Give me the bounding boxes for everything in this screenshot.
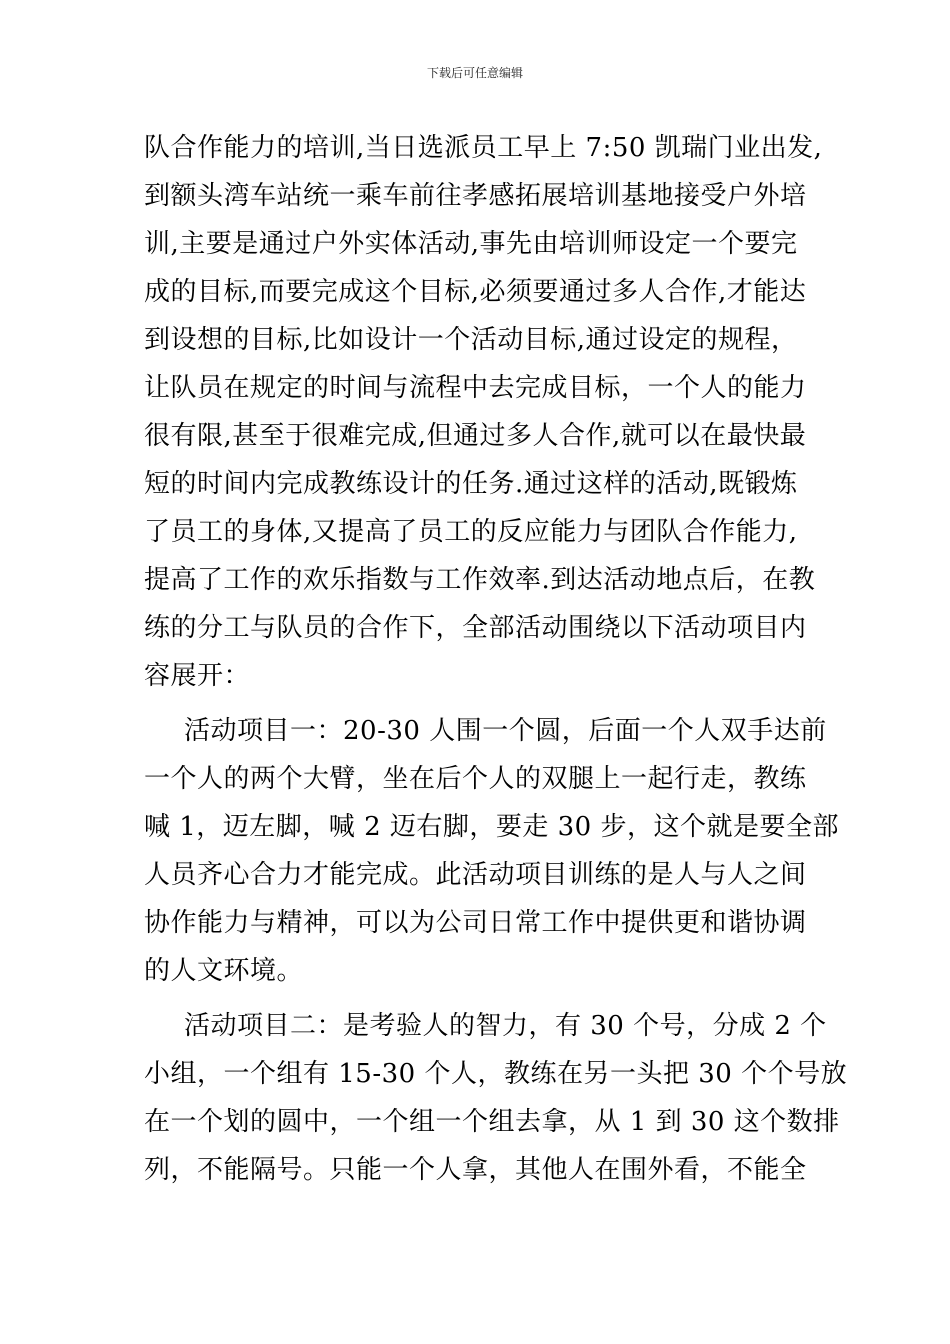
text-line: 在一个划的圆中，一个组一个组去拿，从 1 到 30 这个数排 (144, 1107, 840, 1137)
text-line: 到额头湾车站统一乘车前往孝感拓展培训基地接受户外培 (144, 181, 807, 211)
text-line: 练的分工与队员的合作下，全部活动围绕以下活动项目内 (144, 613, 807, 643)
text-line: 活动项目二：是考验人的智力，有 30 个号，分成 2 个 (184, 1011, 827, 1041)
text-line: 列，不能隔号。只能一个人拿，其他人在围外看，不能全 (144, 1155, 807, 1185)
text-line: 一个人的两个大臂，坐在后个人的双腿上一起行走，教练 (144, 764, 807, 794)
text-line: 小组，一个组有 15-30 个人，教练在另一头把 30 个个号放 (144, 1059, 848, 1089)
text-line: 容展开： (144, 661, 251, 691)
text-line: 协作能力与精神，可以为公司日常工作中提供更和谐协调 (144, 908, 807, 938)
paragraph-gap (144, 995, 806, 1002)
text-line: 活动项目一：20-30 人围一个圆，后面一个人双手达前 (184, 716, 827, 746)
paragraph-gap (144, 700, 806, 707)
paragraph-training-intro (144, 124, 823, 700)
text-line: 的人文环境。 (144, 956, 304, 986)
text-line: 队合作能力的培训,当日选派员工早上 7:50 凯瑞门业出发, (144, 133, 823, 163)
page-header: 下载后可任意编辑 (426, 66, 523, 80)
text-line: 提高了工作的欢乐指数与工作效率.到达活动地点后，在教 (144, 565, 816, 595)
text-line: 喊 1，迈左脚，喊 2 迈右脚，要走 30 步，这个就是要全部 (144, 812, 839, 842)
text-line: 让队员在规定的时间与流程中去完成目标，一个人的能力 (144, 373, 807, 403)
paragraph-activity-two (144, 1002, 848, 1194)
text-line: 了员工的身体,又提高了员工的反应能力与团队合作能力, (144, 517, 798, 547)
text-line: 训,主要是通过户外实体活动,事先由培训师设定一个要完 (144, 229, 798, 259)
paragraph-activity-one (144, 707, 839, 995)
text-line: 到设想的目标,比如设计一个活动目标,通过设定的规程， (144, 325, 798, 355)
text-line: 短的时间内完成教练设计的任务.通过这样的活动,既锻炼 (144, 469, 798, 499)
text-line: 成的目标,而要完成这个目标,必须要通过多人合作,才能达 (144, 277, 807, 307)
document-body (144, 124, 848, 1194)
text-line: 很有限,甚至于很难完成,但通过多人合作,就可以在最快最 (144, 421, 807, 451)
text-line: 人员齐心合力才能完成。此活动项目训练的是人与人之间 (144, 860, 807, 890)
